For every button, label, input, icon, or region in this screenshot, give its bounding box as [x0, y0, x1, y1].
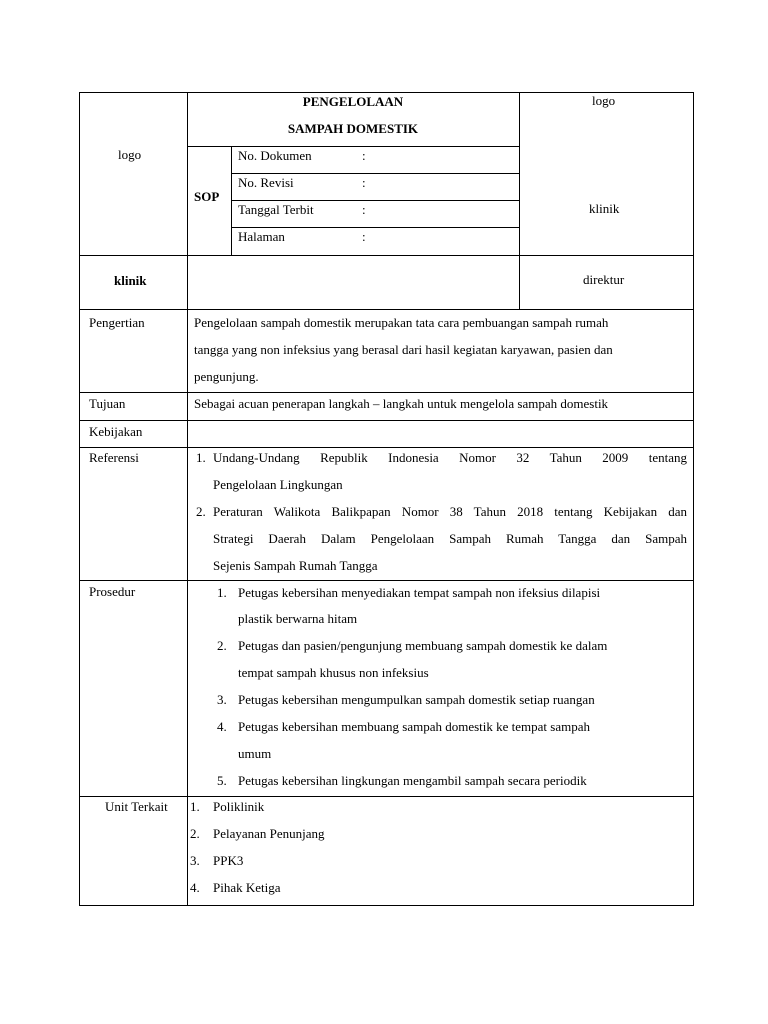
- kebijakan-label: Kebijakan: [89, 424, 143, 439]
- table-border-left: [79, 92, 80, 906]
- field-separator: :: [362, 175, 366, 190]
- row-line: [79, 392, 694, 393]
- field-separator: :: [362, 148, 366, 163]
- unit-terkait-label: Unit Terkait: [105, 799, 168, 814]
- prosedur-item-line: Petugas dan pasien/pengunjung membuang sampah domestik ke dalam: [238, 638, 608, 653]
- table-border-bottom: [79, 905, 694, 906]
- field-label: No. Dokumen: [238, 148, 312, 163]
- klinik-left-label: klinik: [114, 273, 147, 288]
- list-number: 3.: [217, 692, 227, 707]
- pengertian-text-line: Pengelolaan sampah domestik merupakan tata cara pembuangan sampah rumah: [194, 315, 609, 330]
- field-divider: [231, 173, 519, 174]
- referensi-item-line: Undang-Undang Republik Indonesia Nomor 32 Tahun 2009 tentang: [213, 450, 687, 465]
- prosedur-item-line: Petugas kebersihan membuang sampah domestik ke tempat sampah: [238, 719, 590, 734]
- pengertian-label: Pengertian: [89, 315, 145, 330]
- unit-item: Pelayanan Penunjang: [213, 826, 325, 841]
- header-bottom-line: [79, 255, 694, 256]
- sop-label: SOP: [194, 189, 220, 204]
- field-separator: :: [362, 202, 366, 217]
- pengertian-text-line: pengunjung.: [194, 369, 259, 384]
- unit-item: PPK3: [213, 853, 244, 868]
- pengertian-text-line: tangga yang non infeksius yang berasal dari hasil kegiatan karyawan, pasien dan: [194, 342, 613, 357]
- field-label: Tanggal Terbit: [238, 202, 314, 217]
- row-line: [79, 580, 694, 581]
- logo-right: logo: [592, 93, 616, 108]
- unit-item: Poliklinik: [213, 799, 265, 814]
- list-number: 5.: [217, 773, 227, 788]
- list-number: 2.: [190, 826, 200, 841]
- row-line: [79, 796, 694, 797]
- list-number: 2.: [196, 504, 206, 519]
- row-line: [79, 309, 694, 310]
- document-title-line2: SAMPAH DOMESTIK: [287, 121, 419, 136]
- tujuan-text: Sebagai acuan penerapan langkah – langkah untuk mengelola sampah domestik: [194, 396, 609, 411]
- prosedur-label: Prosedur: [89, 584, 136, 599]
- list-number: 1.: [190, 799, 200, 814]
- field-divider: [231, 200, 519, 201]
- list-number: 1.: [196, 450, 206, 465]
- referensi-item-line: Peraturan Walikota Balikpapan Nomor 38 Tahun 2018 tentang Kebijakan dan: [213, 504, 687, 519]
- prosedur-item-line: umum: [238, 746, 272, 761]
- document-title-line1: PENGELOLAAN: [302, 94, 404, 109]
- unit-item: Pihak Ketiga: [213, 880, 281, 895]
- prosedur-item-line: Petugas kebersihan mengumpulkan sampah domestik setiap ruangan: [238, 692, 595, 707]
- referensi-item-line: Sejenis Sampah Rumah Tangga: [213, 558, 378, 573]
- referensi-item-line: Pengelolaan Lingkungan: [213, 477, 343, 492]
- list-number: 4.: [190, 880, 200, 895]
- list-number: 3.: [190, 853, 200, 868]
- field-label: No. Revisi: [238, 175, 294, 190]
- table-border-right: [693, 92, 694, 906]
- list-number: 2.: [217, 638, 227, 653]
- tujuan-label: Tujuan: [89, 396, 126, 411]
- prosedur-item-line: Petugas kebersihan lingkungan mengambil sampah secara periodik: [238, 773, 587, 788]
- sop-divider: [231, 146, 232, 256]
- list-number: 4.: [217, 719, 227, 734]
- row-line: [79, 447, 694, 448]
- field-separator: :: [362, 229, 366, 244]
- prosedur-item-line: tempat sampah khusus non infeksius: [238, 665, 429, 680]
- logo-left: logo: [118, 147, 142, 162]
- row-line: [79, 420, 694, 421]
- header-right-divider: [519, 92, 520, 310]
- prosedur-item-line: Petugas kebersihan menyediakan tempat sampah non ifeksius dilapisi: [238, 585, 601, 600]
- title-divider: [187, 146, 519, 147]
- field-divider: [231, 227, 519, 228]
- prosedur-item-line: plastik berwarna hitam: [238, 611, 358, 626]
- referensi-item-line: Strategi Daerah Dalam Pengelolaan Sampah Rumah Tangga dan Sampah: [213, 531, 687, 546]
- field-label: Halaman: [238, 229, 285, 244]
- list-number: 1.: [217, 585, 227, 600]
- label-column-divider: [187, 92, 188, 906]
- klinik-right-label: klinik: [589, 201, 620, 216]
- referensi-label: Referensi: [89, 450, 139, 465]
- direktur-label: direktur: [583, 272, 625, 287]
